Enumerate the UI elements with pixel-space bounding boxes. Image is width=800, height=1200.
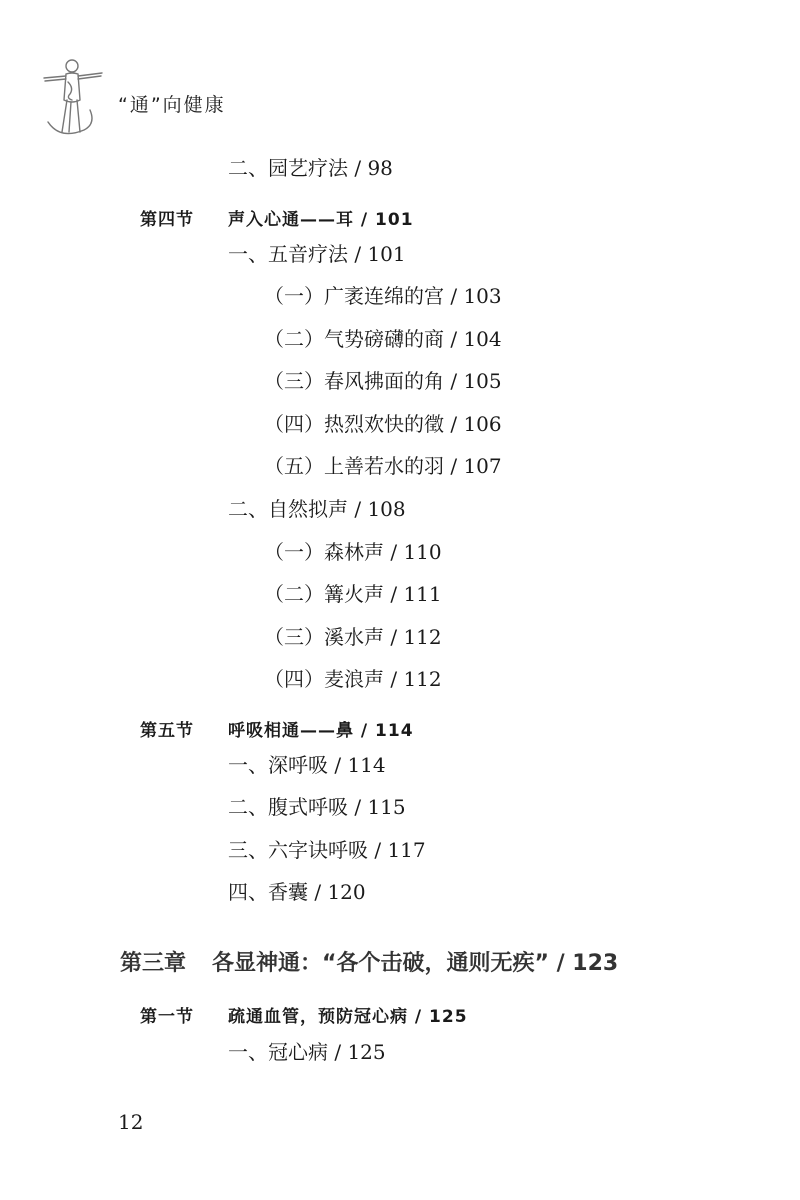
toc-entry: （五）上善若水的羽 / 107: [264, 454, 502, 478]
toc-entry: （四）热烈欢快的徵 / 106: [264, 412, 502, 436]
toc-entry: 三、六字诀呼吸 / 117: [228, 838, 426, 862]
toc-entry: （四）麦浪声 / 112: [264, 667, 442, 691]
section-number: 第四节: [140, 210, 194, 230]
section-number: 第五节: [140, 721, 194, 741]
section-title: 疏通血管，预防冠心病 / 125: [228, 1007, 468, 1027]
toc-entry: （二）气势磅礴的商 / 104: [264, 327, 502, 351]
toc-entry: （一）广袤连绵的宫 / 103: [264, 284, 502, 308]
header-title: “通”向健康: [118, 94, 226, 116]
toc-entry: 一、深呼吸 / 114: [228, 753, 386, 777]
chapter-heading: [120, 946, 618, 977]
toc-entry: 一、冠心病 / 125: [228, 1040, 386, 1064]
section-title: 声入心通——耳 / 101: [228, 210, 414, 230]
toc-entry: （一）森林声 / 110: [264, 540, 442, 564]
toc-entry: （二）篝火声 / 111: [264, 582, 442, 606]
chapter-title: 各显神通：“各个击破，通则无疾” / 123: [212, 951, 619, 976]
human-body-icon: [40, 52, 120, 142]
toc-entry: 二、园艺疗法 / 98: [228, 156, 393, 180]
section-number: 第一节: [140, 1007, 194, 1027]
toc-entry: （三）春风拂面的角 / 105: [264, 369, 502, 393]
page-number: 12: [118, 1110, 144, 1134]
section-title: 呼吸相通——鼻 / 114: [228, 721, 414, 741]
toc-entry: 二、腹式呼吸 / 115: [228, 795, 406, 819]
toc-entry: （三）溪水声 / 112: [264, 625, 442, 649]
chapter-number: 第三章: [120, 951, 187, 976]
running-header: [40, 52, 300, 142]
toc-entry: 一、五音疗法 / 101: [228, 242, 406, 266]
toc-entry: 四、香囊 / 120: [228, 880, 366, 904]
toc-entry: 二、自然拟声 / 108: [228, 497, 406, 521]
